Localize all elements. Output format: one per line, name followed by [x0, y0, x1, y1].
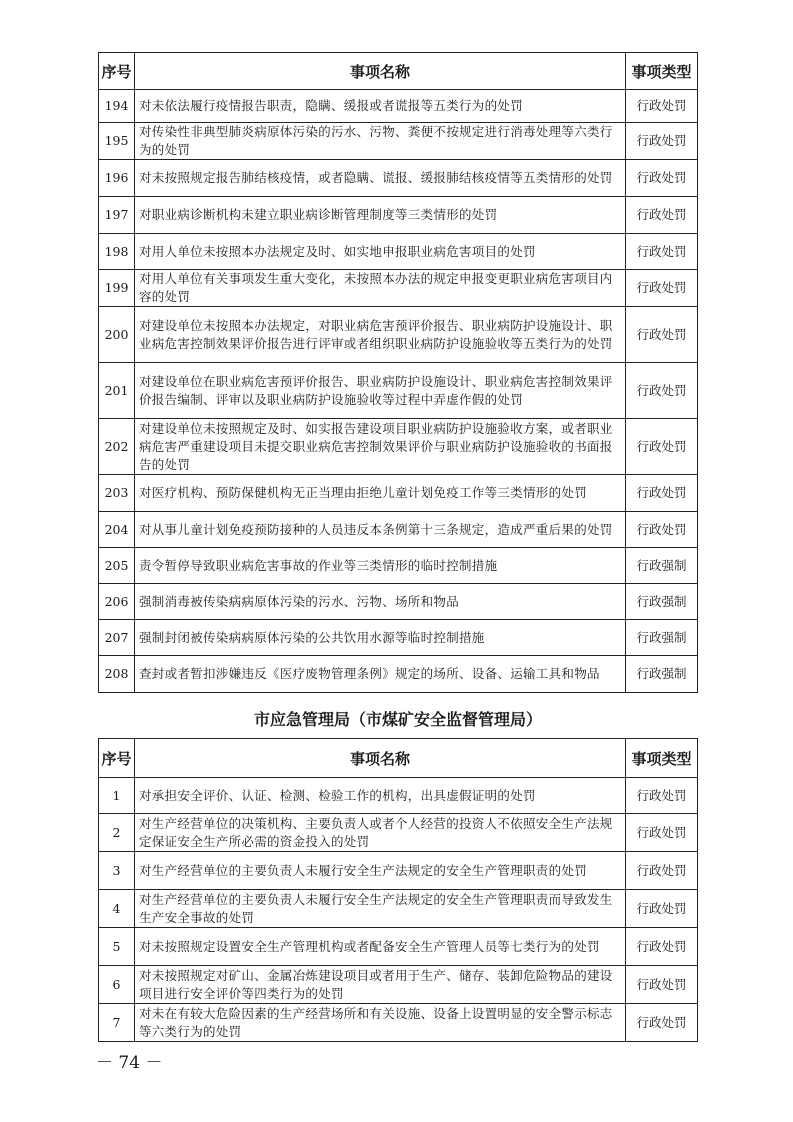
- table-row: [99, 620, 698, 656]
- table-row: [99, 197, 698, 234]
- row-item-type: 行政强制: [626, 584, 698, 620]
- row-number: 200: [99, 307, 135, 363]
- row-number: 4: [99, 890, 135, 928]
- enforcement-table-emergency: [98, 738, 698, 1042]
- row-item-name: 对未按照规定对矿山、金属冶炼建设项目或者用于生产、储存、装卸危险物品的建设项目进行安全评价等四类行为的处罚: [135, 966, 626, 1004]
- table-row: [99, 1004, 698, 1042]
- header-num: 序号: [99, 739, 135, 778]
- row-number: 6: [99, 966, 135, 1004]
- row-item-name: 对未在有较大危险因素的生产经营场所和有关设施、设备上设置明显的安全警示标志等六类行为的处罚: [135, 1004, 626, 1042]
- row-item-type: 行政处罚: [626, 475, 698, 512]
- row-item-type: 行政处罚: [626, 512, 698, 548]
- row-number: 3: [99, 852, 135, 890]
- table-row: [99, 584, 698, 620]
- row-item-name: 对从事儿童计划免疫预防接种的人员违反本条例第十三条规定，造成严重后果的处罚: [135, 512, 626, 548]
- page-number: － 74 －: [96, 1053, 163, 1073]
- row-item-type: 行政强制: [626, 548, 698, 584]
- row-item-type: 行政处罚: [626, 778, 698, 814]
- row-item-name: 对建设单位在职业病危害预评价报告、职业病防护设施设计、职业病危害控制效果评价报告编制、评审以及职业病防护设施验收等过程中弄虚作假的处罚: [135, 363, 626, 419]
- table-row: [99, 475, 698, 512]
- table-header-row: [99, 53, 698, 90]
- row-item-name: 对医疗机构、预防保健机构无正当理由拒绝儿童计划免疫工作等三类情形的处罚: [135, 475, 626, 512]
- row-number: 208: [99, 656, 135, 693]
- header-name: 事项名称: [135, 53, 626, 90]
- row-item-type: 行政处罚: [626, 928, 698, 966]
- header-name: 事项名称: [135, 739, 626, 778]
- header-num: 序号: [99, 53, 135, 90]
- row-item-name: 对承担安全评价、认证、检测、检验工作的机构，出具虚假证明的处罚: [135, 778, 626, 814]
- row-item-type: 行政处罚: [626, 90, 698, 123]
- table-row: [99, 928, 698, 966]
- row-item-name: 责令暂停导致职业病危害事故的作业等三类情形的临时控制措施: [135, 548, 626, 584]
- row-item-type: 行政处罚: [626, 363, 698, 419]
- table-row: [99, 90, 698, 123]
- header-type: 事项类型: [626, 739, 698, 778]
- row-item-type: 行政处罚: [626, 123, 698, 160]
- row-item-name: 对建设单位未按照本办法规定，对职业病危害预评价报告、职业病防护设施设计、职业病危害控制效果评价报告进行评审或者组织职业病防护设施验收等五类行为的处罚: [135, 307, 626, 363]
- table-row: [99, 512, 698, 548]
- row-item-name: 强制封闭被传染病病原体污染的公共饮用水源等临时控制措施: [135, 620, 626, 656]
- table-header-row: [99, 739, 698, 778]
- row-item-type: 行政处罚: [626, 197, 698, 234]
- table-row: [99, 656, 698, 693]
- table-row: [99, 270, 698, 307]
- row-item-name: 对生产经营单位的决策机构、主要负责人或者个人经营的投资人不依照安全生产法规定保证安全生产所必需的资金投入的处罚: [135, 814, 626, 852]
- row-item-name: 查封或者暂扣涉嫌违反《医疗废物管理条例》规定的场所、设备、运输工具和物品: [135, 656, 626, 693]
- row-item-type: 行政处罚: [626, 1004, 698, 1042]
- row-number: 203: [99, 475, 135, 512]
- row-number: 7: [99, 1004, 135, 1042]
- row-number: 196: [99, 160, 135, 197]
- row-number: 199: [99, 270, 135, 307]
- row-number: 201: [99, 363, 135, 419]
- row-item-type: 行政强制: [626, 620, 698, 656]
- row-item-type: 行政处罚: [626, 419, 698, 475]
- row-number: 5: [99, 928, 135, 966]
- row-number: 2: [99, 814, 135, 852]
- row-number: 194: [99, 90, 135, 123]
- row-item-type: 行政处罚: [626, 852, 698, 890]
- row-item-name: 对未按照规定报告肺结核疫情，或者隐瞒、谎报、缓报肺结核疫情等五类情形的处罚: [135, 160, 626, 197]
- row-number: 204: [99, 512, 135, 548]
- table-row: [99, 123, 698, 160]
- table-row: [99, 307, 698, 363]
- row-item-name: 对传染性非典型肺炎病原体污染的污水、污物、粪便不按规定进行消毒处理等六类行为的处罚: [135, 123, 626, 160]
- table-row: [99, 363, 698, 419]
- table-row: [99, 814, 698, 852]
- table-row: [99, 548, 698, 584]
- row-item-type: 行政处罚: [626, 307, 698, 363]
- row-item-name: 对用人单位未按照本办法规定及时、如实地申报职业病危害项目的处罚: [135, 234, 626, 270]
- row-item-type: 行政强制: [626, 656, 698, 693]
- row-number: 1: [99, 778, 135, 814]
- header-type: 事项类型: [626, 53, 698, 90]
- row-item-name: 强制消毒被传染病病原体污染的污水、污物、场所和物品: [135, 584, 626, 620]
- row-item-type: 行政处罚: [626, 814, 698, 852]
- row-number: 198: [99, 234, 135, 270]
- row-item-type: 行政处罚: [626, 234, 698, 270]
- table-row: [99, 890, 698, 928]
- row-number: 205: [99, 548, 135, 584]
- row-item-type: 行政处罚: [626, 160, 698, 197]
- table-row: [99, 419, 698, 475]
- table-row: [99, 778, 698, 814]
- row-number: 197: [99, 197, 135, 234]
- row-item-name: 对生产经营单位的主要负责人未履行安全生产法规定的安全生产管理职责而导致发生生产安全事故的处罚: [135, 890, 626, 928]
- section-title: 市应急管理局（市煤矿安全监督管理局）: [253, 710, 542, 729]
- table-row: [99, 160, 698, 197]
- row-item-type: 行政处罚: [626, 890, 698, 928]
- row-item-name: 对生产经营单位的主要负责人未履行安全生产法规定的安全生产管理职责的处罚: [135, 852, 626, 890]
- row-item-name: 对未依法履行疫情报告职责，隐瞒、缓报或者谎报等五类行为的处罚: [135, 90, 626, 123]
- row-item-name: 对未按照规定设置安全生产管理机构或者配备安全生产管理人员等七类行为的处罚: [135, 928, 626, 966]
- row-number: 207: [99, 620, 135, 656]
- table-row: [99, 966, 698, 1004]
- row-item-type: 行政处罚: [626, 966, 698, 1004]
- row-number: 206: [99, 584, 135, 620]
- row-item-name: 对建设单位未按照规定及时、如实报告建设项目职业病防护设施验收方案，或者职业病危害严重建设项目未提交职业病危害控制效果评价与职业病防护设施验收的书面报告的处罚: [135, 419, 626, 475]
- row-item-type: 行政处罚: [626, 270, 698, 307]
- table-row: [99, 234, 698, 270]
- row-item-name: 对用人单位有关事项发生重大变化，未按照本办法的规定申报变更职业病危害项目内容的处罚: [135, 270, 626, 307]
- enforcement-table-health: [98, 52, 698, 693]
- row-number: 195: [99, 123, 135, 160]
- row-item-name: 对职业病诊断机构未建立职业病诊断管理制度等三类情形的处罚: [135, 197, 626, 234]
- row-number: 202: [99, 419, 135, 475]
- table-row: [99, 852, 698, 890]
